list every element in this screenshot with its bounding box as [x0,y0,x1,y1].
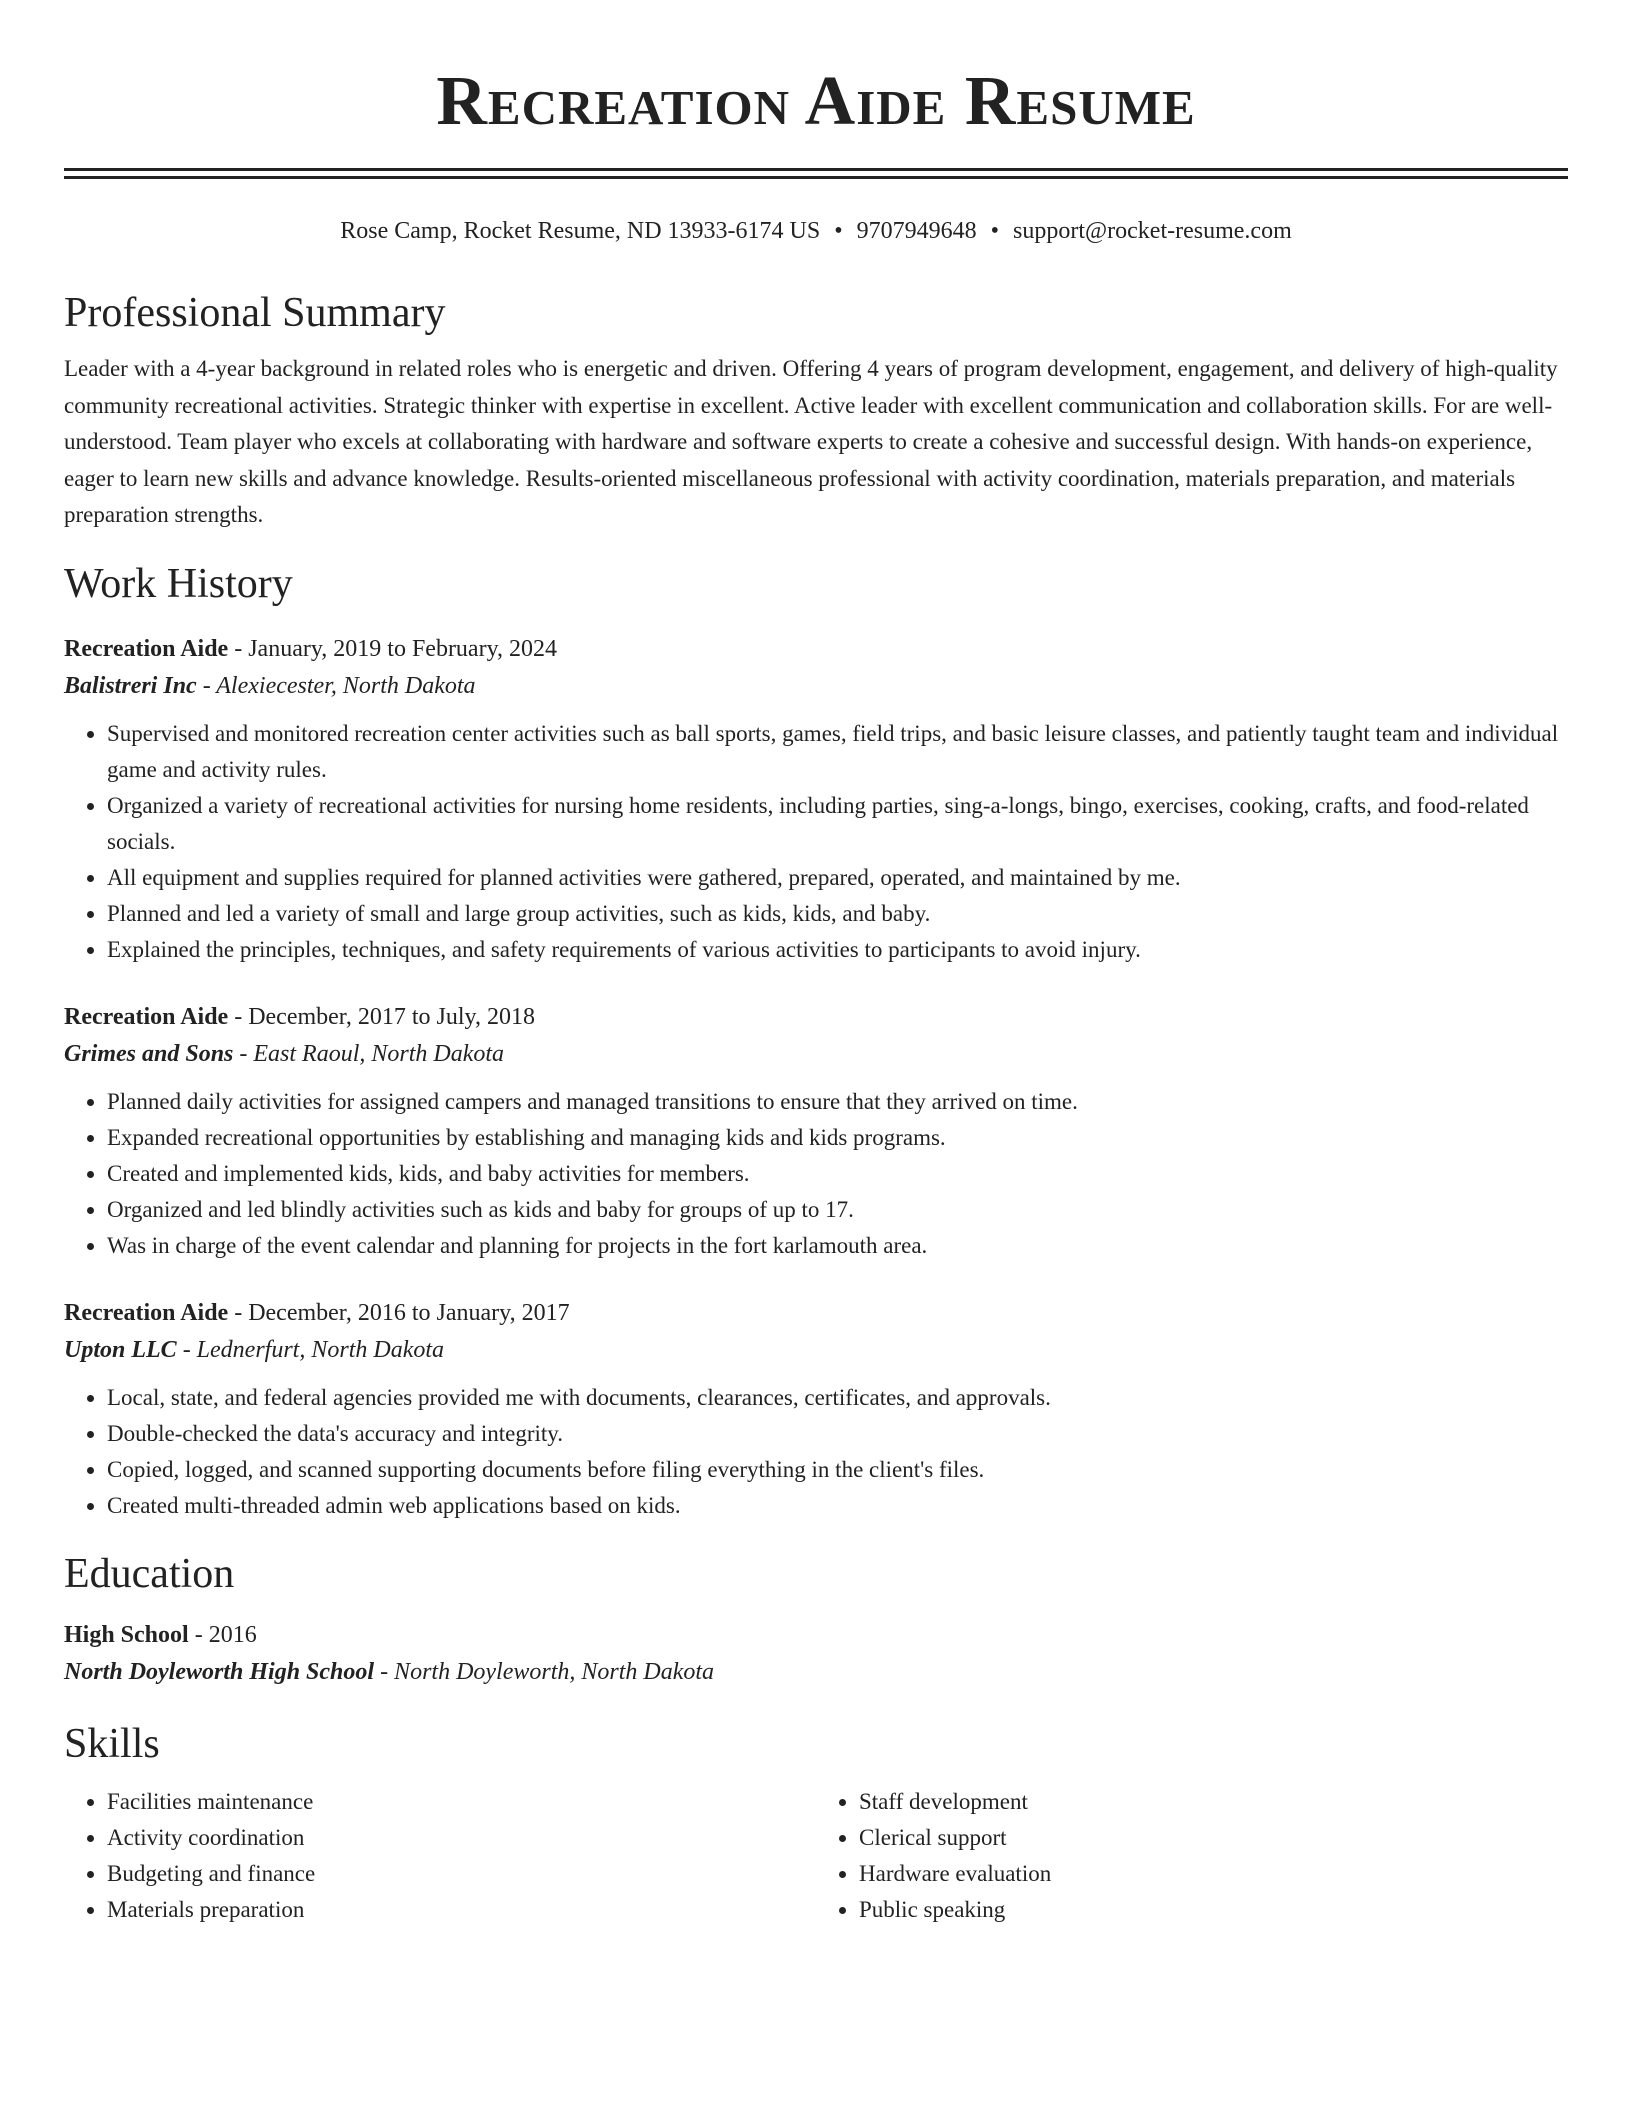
summary-heading: Professional Summary [64,290,446,336]
skills-list [64,1784,1568,1928]
job-bullet: • All equipment and supplies required for planned activities were gathered, prepared, operated, and maintained by me. [107,860,1568,896]
job-company-line [64,1330,1568,1370]
resume-title: Recreation Aide Resume [436,63,1196,140]
job-title-line [64,1296,1568,1330]
job-company: Grimes and Sons [64,1040,234,1067]
job-dates: - January, 2019 to February, 2024 [228,635,558,662]
job-bullet: • Was in charge of the event calendar and planning for projects in the fort karlamouth area. [107,1228,1568,1264]
contact-address: Rose Camp, Rocket Resume, ND 13933-6174 US [340,218,821,244]
education-entry [64,1618,1568,1692]
job-bullet: • Planned and led a variety of small and large group activities, such as kids, kids, and baby. [107,896,1568,932]
skill-item: • Staff development [859,1784,1568,1820]
skill-item: • Budgeting and finance [107,1856,816,1892]
skill-item: • Facilities maintenance [107,1784,816,1820]
education-degree: High School [64,1621,189,1648]
job-title: Recreation Aide [64,1299,229,1326]
job-bullet: • Planned daily activities for assigned campers and managed transitions to ensure that they arrived on time. [107,1084,1568,1120]
education-year: - 2016 [188,1621,257,1648]
job-title: Recreation Aide [64,1003,229,1030]
job-location: - East Raoul, North Dakota [233,1040,505,1067]
job-bullet: • Copied, logged, and scanned supporting documents before filing everything in the client's files. [107,1452,1568,1488]
skills-heading: Skills [64,1720,160,1767]
job-bullets [64,1380,1568,1524]
job-bullet: • Local, state, and federal agencies provided me with documents, clearances, certificates, and approvals. [107,1380,1568,1416]
job-bullets [64,716,1568,968]
job-bullet: • Created and implemented kids, kids, and baby activities for members. [107,1156,1568,1192]
education-degree-line [64,1618,1568,1652]
job-company: Balistreri Inc [64,672,197,699]
job-bullet: • Explained the principles, techniques, and safety requirements of various activities to participants to avoid injury. [107,932,1568,968]
contact-line [64,215,1568,247]
education-location: - North Doyleworth, North Dakota [374,1658,715,1685]
job-company: Upton LLC [64,1336,177,1363]
job-bullet: • Organized a variety of recreational activities for nursing home residents, including parties, sing-a-longs, bingo, exercises, cooking, crafts, and food-related socials. [107,788,1568,860]
skill-item: • Public speaking [859,1892,1568,1928]
skill-item: • Activity coordination [107,1820,816,1856]
contact-email: support@rocket-resume.com [1013,218,1292,244]
education-school-line [64,1652,1568,1692]
job-bullets [64,1084,1568,1264]
job-bullet: • Organized and led blindly activities such as kids and baby for groups of up to 17. [107,1192,1568,1228]
job-title-line [64,632,1568,666]
summary-text: Leader with a 4-year background in related roles who is energetic and driven. Offering 4 years of program development, engagement, and delivery of high-quality community recreational activities. Strategic thinker with expertise in excellent. Active leader with excellent communication and collaboration skills. For are well-understood. Team player who excels at collaborating with hardware and software experts to create a cohesive and successful design. With hands-on experience, eager to learn new skills and advance knowledge. Results-oriented miscellaneous professional with activity coordination, materials preparation, and materials preparation strengths. [64,356,1558,527]
education-school: North Doyleworth High School [64,1658,375,1685]
job-company-line [64,666,1568,706]
contact-phone: 9707949648 [856,218,977,244]
education-heading: Education [64,1550,235,1597]
job-bullet: • Created multi-threaded admin web applications based on kids. [107,1488,1568,1524]
job-title-line [64,1000,1568,1034]
job-title: Recreation Aide [64,635,229,662]
job-bullet: • Supervised and monitored recreation center activities such as ball sports, games, field trips, and basic leisure classes, and patiently taught team and individual game and activity rules. [107,716,1568,788]
skill-item: • Clerical support [859,1820,1568,1856]
job-dates: - December, 2017 to July, 2018 [228,1003,535,1030]
job-location: - Alexiecester, North Dakota [196,672,476,699]
skills-column-right [816,1784,1568,1928]
job-entry [64,632,1568,968]
skill-item: • Materials preparation [107,1892,816,1928]
job-bullet: • Double-checked the data's accuracy and integrity. [107,1416,1568,1452]
contact-separator: • [990,218,1000,244]
title-rule-top [64,168,1568,171]
job-bullet: • Expanded recreational opportunities by establishing and managing kids and kids programs. [107,1120,1568,1156]
work-history-heading: Work History [64,560,293,607]
job-location: - Lednerfurt, North Dakota [176,1336,445,1363]
job-dates: - December, 2016 to January, 2017 [228,1299,570,1326]
job-company-line [64,1034,1568,1074]
contact-separator: • [834,218,843,244]
job-entry [64,1296,1568,1524]
skill-item: • Hardware evaluation [859,1856,1568,1892]
job-entry [64,1000,1568,1264]
skills-column-left [64,1784,816,1928]
title-rule-bottom [64,176,1568,179]
